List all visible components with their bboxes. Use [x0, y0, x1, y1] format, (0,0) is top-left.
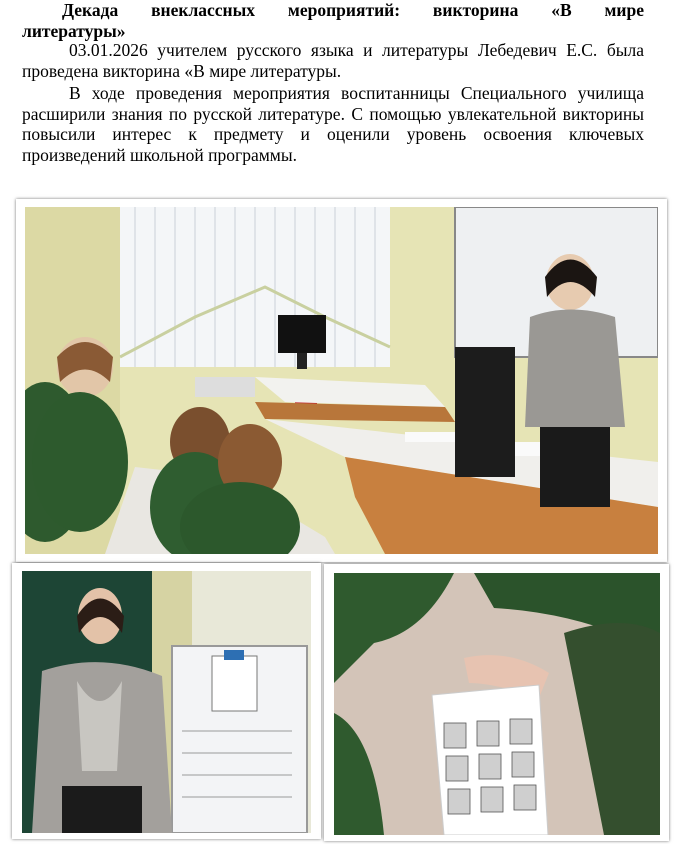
quiz-cards-photo: [334, 573, 660, 835]
teacher-whiteboard-photo: [22, 571, 311, 833]
document-text: [22, 0, 644, 165]
quiz-cards-photo-frame: [324, 564, 669, 841]
classroom-quiz-photo: [25, 207, 658, 554]
title-line-1: Декада внеклассных мероприятий: викторина «В мире: [62, 0, 644, 20]
paragraph-date: 03.01.2026 учителем русского языка и литературы Лебедевич Е.С. была проведена викторина «В мире литературы.: [22, 40, 644, 81]
title-line-2: литературы»: [22, 20, 126, 41]
classroom-quiz-photo-frame: [16, 199, 667, 562]
document-title: [22, 0, 644, 41]
teacher-whiteboard-photo-frame: [12, 563, 321, 839]
paragraph-description: В ходе проведения мероприятия воспитанницы Специального училища расширили знания по русской литературе. С помощью увлекательной викторины повысили интерес к предмету и оценили уровень освоения ключевых произведений школьной программы.: [22, 83, 644, 165]
